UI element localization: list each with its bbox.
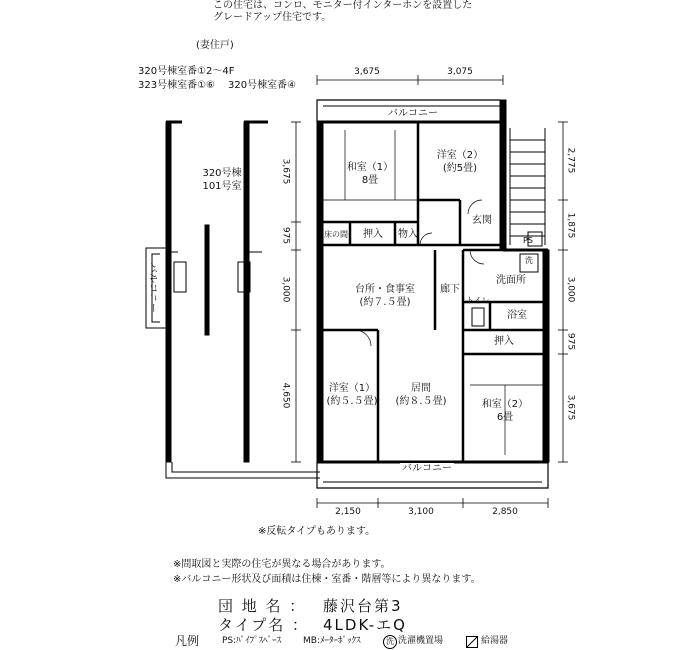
dim-left-2: 975 [280, 226, 291, 245]
dim-top-1: 3,675 [354, 67, 380, 77]
room-genkan: 玄関 [472, 215, 492, 226]
room-toilet: トイレ [466, 296, 490, 305]
legend-heater: 給湯器 [481, 636, 509, 646]
header-note-line2: グレードアップ住宅です。 [213, 12, 332, 23]
room-yoshitsu1-size: (約５.５畳) [326, 396, 378, 407]
dim-right-5: 3,675 [565, 394, 576, 421]
dim-left-1: 3,675 [280, 158, 291, 185]
balcony-top-label: バルコニー [388, 108, 438, 119]
dim-left-3: 3,000 [280, 276, 291, 303]
note-2: ※バルコニー形状及び面積は住棟・室番・階層等により異なります。 [173, 574, 481, 585]
room-oshiire2: 押入 [494, 336, 514, 347]
note-1: ※間取図と実際の住宅が異なる場合があります。 [173, 559, 391, 570]
room-kitchen-size: (約７.５畳) [359, 297, 411, 308]
wash-mark: 洗 [525, 256, 533, 265]
ghost-unit-line2: 101号室 [202, 181, 242, 192]
ghost-fixture-1 [174, 262, 186, 292]
legend-heater-icon [466, 636, 478, 648]
ghost-unit-line1: 320号棟 [202, 168, 242, 179]
dim-bottom-2: 3,100 [408, 507, 434, 517]
room-yoshitsu2-size: (約5畳) [442, 163, 478, 174]
dim-right-3: 3,000 [565, 276, 576, 303]
room-ima-size: (約８.５畳) [395, 396, 447, 407]
stairs [510, 128, 545, 245]
room-yokushitsu: 浴室 [507, 310, 527, 321]
dim-bottom-3: 2,850 [492, 507, 518, 517]
room-washitsu1-size: 8畳 [361, 175, 379, 186]
unit-label-2: 323号棟室番①⑥ [138, 80, 216, 91]
type-label: タイプ名 ： [218, 616, 310, 634]
unit-label-1: 320号棟室番①2～4F [138, 66, 235, 77]
room-tokonoma: 床の間 [324, 230, 348, 239]
ghost-wall-left [166, 122, 171, 462]
room-washitsu2-size: 6畳 [496, 412, 514, 423]
balcony-bottom-label: バルコニー [402, 463, 452, 474]
type-value: 4LDK-エQ [323, 616, 407, 634]
room-kitchen-name: 台所・食事室 [355, 284, 415, 295]
dim-right-4: 975 [565, 332, 576, 351]
room-yoshitsu2-name: 洋室（2） [436, 150, 484, 161]
main-wall-left [317, 122, 323, 462]
variant-label: (妻住戸) [196, 40, 234, 51]
legend-wash: 洗濯機置場 [398, 636, 444, 646]
note-reverse: ※反転タイプもあります。 [258, 526, 376, 537]
room-yoshitsu1-name: 洋室（1） [328, 383, 376, 394]
dim-top-2: 3,075 [447, 67, 473, 77]
header-note-line1: この住宅は、コンロ、モニター付インターホンを設置した [213, 0, 473, 11]
balcony-left-label: バルコニー [147, 263, 158, 313]
room-rouka: 廊下 [440, 284, 460, 295]
room-washitsu1-name: 和室（1） [346, 162, 394, 173]
unit-label-3: 320号棟室番④ [228, 80, 297, 91]
room-oshiire1: 押入 [363, 229, 383, 240]
dim-left-4: 4,650 [280, 382, 291, 409]
legend-wash-mark: 洗 [383, 635, 397, 649]
legend-mb: MB:ﾒｰﾀｰﾎﾞｯｸｽ [303, 636, 361, 646]
toilet-fixture [472, 308, 484, 326]
room-ima-name: 居間 [411, 383, 431, 394]
dim-right-2: 1,875 [565, 212, 576, 239]
room-monoire: 物入 [398, 229, 418, 240]
danchi-value: 藤沢台第3 [323, 597, 403, 615]
dim-right-1: 2,775 [565, 147, 576, 174]
legend-title: 凡例 [175, 634, 200, 648]
ps-label: PS [523, 236, 533, 245]
ghost-wall-center [205, 225, 209, 335]
room-washitsu2-name: 和室（2） [481, 399, 529, 410]
dim-bottom-1: 2,150 [335, 507, 361, 517]
danchi-label: 団 地 名 ： [218, 597, 307, 615]
main-wall-right-lower [543, 250, 549, 462]
room-senmenjo: 洗面所 [496, 275, 526, 286]
legend-ps: PS:ﾊﾟｲﾌﾟｽﾍﾟｰｽ [222, 636, 282, 646]
